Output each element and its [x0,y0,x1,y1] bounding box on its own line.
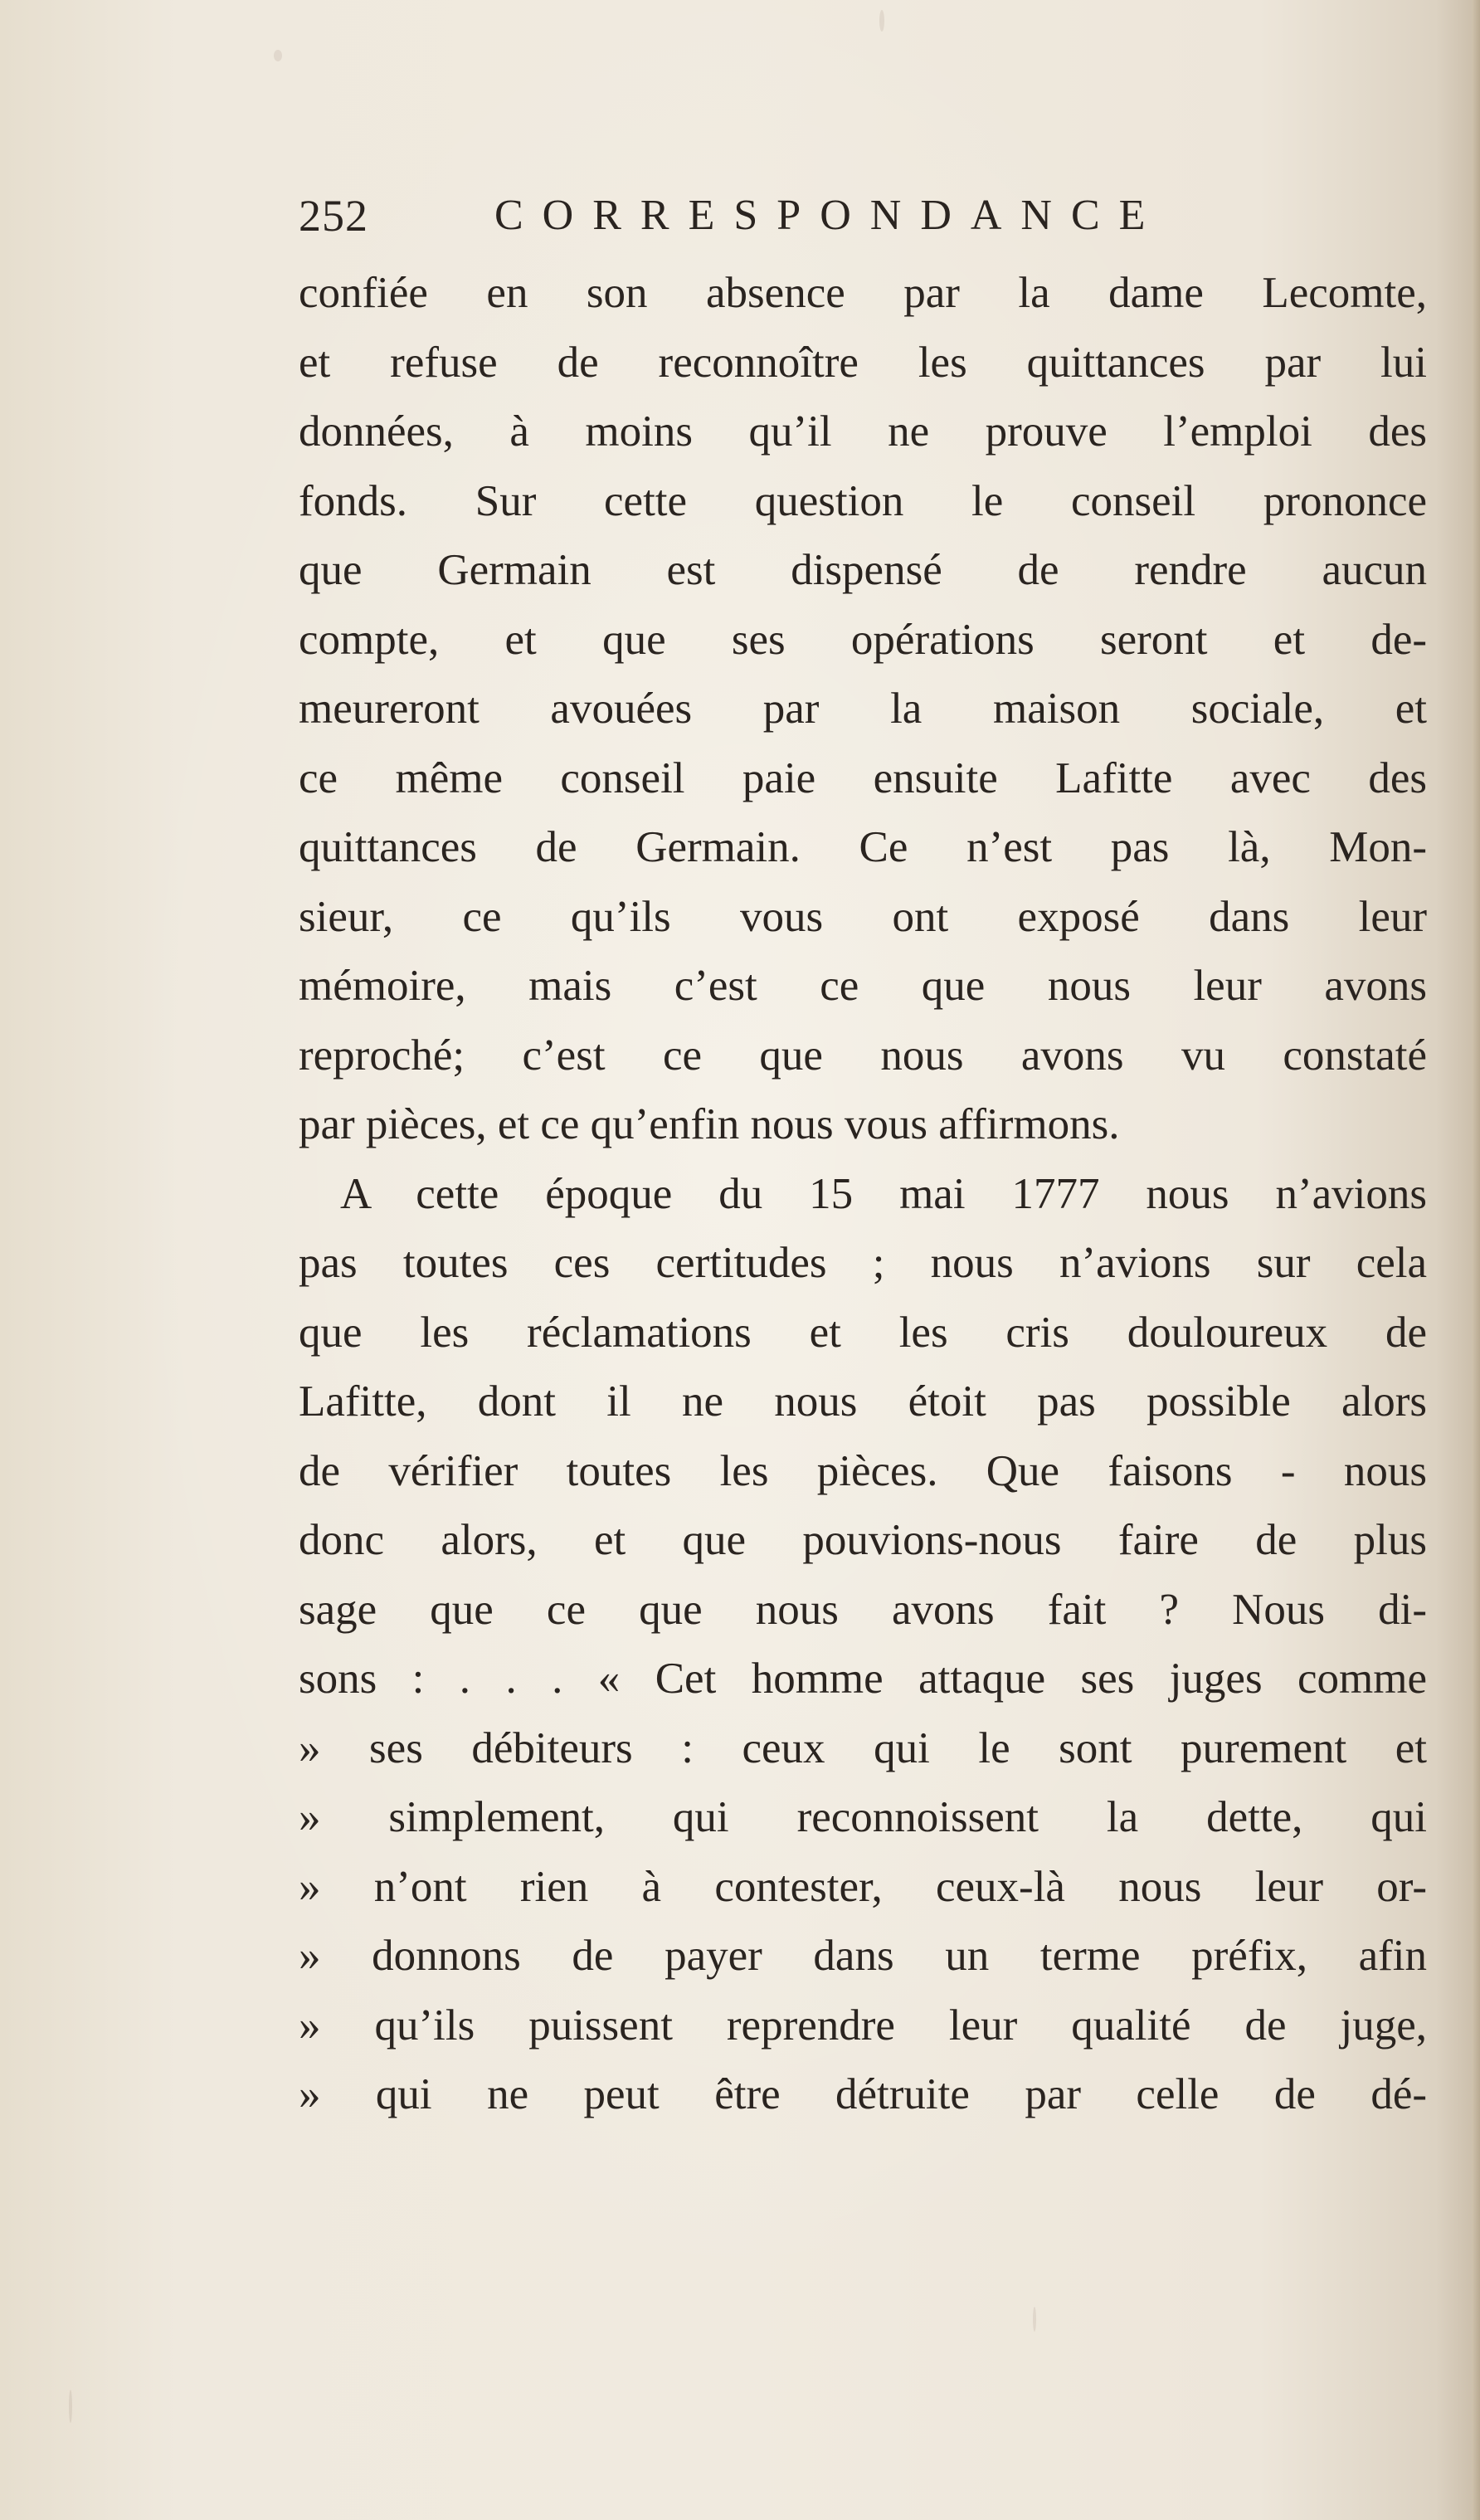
text-line: par pièces, et ce qu’enfin nous vous affirmons. [299,1100,1120,1148]
text-line: » simplement, qui reconnoissent la dette, qui [299,1793,1427,1841]
text-line: que les réclamations et les cris douloureux de [299,1308,1427,1357]
text-line: fonds. Sur cette question le conseil prononce [299,476,1427,525]
text-line: » qui ne peut être détruite par celle de dé- [299,2070,1427,2118]
text-line: donc alors, et que pouvions-nous faire de plus [299,1516,1427,1564]
text-line: » ses débiteurs : ceux qui le sont purement et [299,1723,1427,1772]
text-line: ce même conseil paie ensuite Lafitte avec des [299,753,1427,802]
text-line: » donnons de payer dans un terme préfix, afin [299,1932,1427,1980]
text-line: sons : . . . « Cet homme attaque ses juges comme [299,1655,1427,1703]
text-line: compte, et que ses opérations seront et de- [299,615,1427,664]
text-line: confiée en son absence par la dame Lecomte, [299,269,1427,317]
paper-spot [879,10,884,32]
text-line: meureront avouées par la maison sociale, et [299,685,1427,733]
text-line: sage que ce que nous avons fait ? Nous di- [299,1585,1427,1634]
text-line: sieur, ce qu’ils vous ont exposé dans leur [299,892,1427,941]
text-line: reproché; c’est ce que nous avons vu constaté [299,1031,1427,1080]
page-edge [1472,0,1480,2520]
text-line: de vérifier toutes les pièces. Que faisons - nous [299,1446,1427,1495]
text-line: A cette époque du 15 mai 1777 nous n’avions [340,1169,1427,1218]
text-line: » n’ont rien à contester, ceux-là nous leur or- [299,1862,1427,1911]
text-line: Lafitte, dont il ne nous étoit pas possible alors [299,1377,1427,1426]
body-text [299,259,1427,2130]
running-header [299,187,1244,245]
paper-spot [274,50,282,61]
page-number: 252 [299,191,368,241]
text-line: données, à moins qu’il ne prouve l’emploi des [299,407,1427,456]
text-line: quittances de Germain. Ce n’est pas là, Mon- [299,823,1427,871]
paper-spot [1033,2307,1036,2332]
paper-spot [69,2390,72,2423]
text-line: mémoire, mais c’est ce que nous leur avons [299,962,1427,1010]
running-title: CORRESPONDANCE [494,192,1165,239]
text-line: pas toutes ces certitudes ; nous n’avions sur cela [299,1239,1427,1287]
text-line: » qu’ils puissent reprendre leur qualité de juge, [299,2001,1427,2050]
text-line: et refuse de reconnoître les quittances par lui [299,338,1427,387]
text-line: que Germain est dispensé de rendre aucun [299,546,1427,594]
